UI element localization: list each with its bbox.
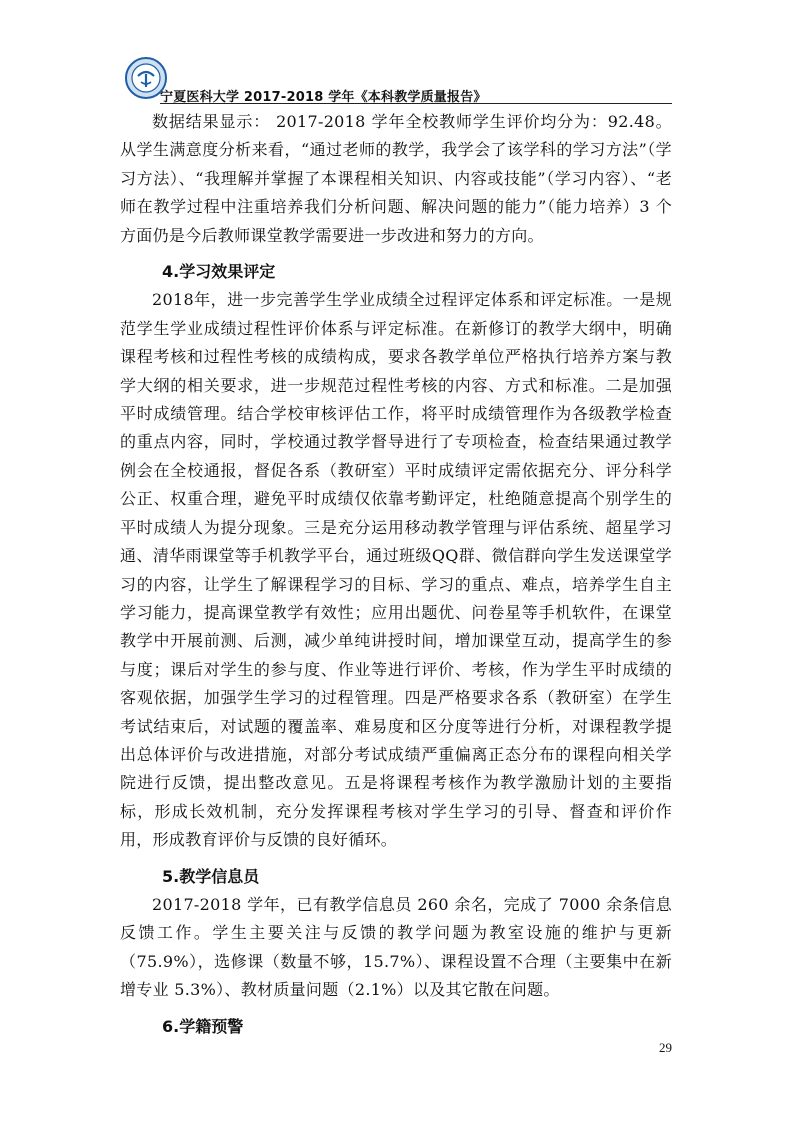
heading-learning-effect-assessment: 4.学习效果评定 xyxy=(162,262,276,282)
paragraph-evaluation-results: 数据结果显示： 2017-2018 学年全校教师学生评价均分为：92.48。从学生满意度分析来看，“通过老师的教学，我学会了该学科的学习方法”（学习方法）、“我理解并掌握了本课程相关知识、内容或技能”（学习内容）、“老师在教学过程中注重培养我们分析问题、解决问题的能力”（能力培养）3 个方面仍是今后教师课堂教学需要进一步改进和努力的方向。 xyxy=(120,112,672,245)
page-number: 29 xyxy=(659,1040,672,1055)
paragraph-learning-effect-assessment: 2018年，进一步完善学生学业成绩全过程评定体系和评定标准。一是规范学生学业成绩过程性评价体系与评定标准。在新修订的教学大纲中，明确课程考核和过程性考核的成绩构成，要求各教学单位严格执行培养方案与教学大纲的相关要求，进一步规范过程性考核的内容、方式和标准。二是加强平时成绩管理。结合学校审核评估工作，将平时成绩管理作为各级教学检查的重点内容，同时，学校通过教学督导进行了专项检查，检查结果通过教学例会在全校通报，督促各系（教研室）平时成绩评定需依据充分、评分科学公正、权重合理，避免平时成绩仅依靠考勤评定，杜绝随意提高个别学生的平时成绩人为提分现象。三是充分运用移动教学管理与评估系统、超星学习通、清华雨课堂等手机教学平台，通过班级QQ群、微信群向学生发送课堂学习的内容，让学生了解课程学习的目标、学习的重点、难点，培养学生自主学习能力，提高课堂教学有效性；应用出题优、问卷星等手机软件，在课堂教学中开展前测、后测，减少单纯讲授时间，增加课堂互动，提高学生的参与度；课后对学生的参与度、作业等进行评价、考核，作为学生平时成绩的客观依据，加强学生学习的过程管理。四是严格要求各系（教研室）在学生考试结束后，对试题的覆盖率、难易度和区分度等进行分析，对课程教学提出总体评价与改进措施，对部分考试成绩严重偏离正态分布的课程向相关学院进行反馈，提出整改意见。五是将课程考核作为教学激励计划的主要指标，形成长效机制，充分发挥课程考核对学生学习的引导、督查和评价作用，形成教育评价与反馈的良好循环。 xyxy=(120,290,672,850)
heading-teaching-informants: 5.教学信息员 xyxy=(162,866,260,886)
paragraph-teaching-informants: 2017-2018 学年，已有教学信息员 260 余名，完成了 7000 余条信息反馈工作。学生主要关注与反馈的教学问题为教室设施的维护与更新（75.9%），选修课（数量不够，15.7%）、课程设置不合理（主要集中在新增专业 5.3%）、教材质量问题（2.1%）以及其它散在问题。 xyxy=(120,894,672,1000)
main-content xyxy=(120,108,672,1041)
header-title: 宁夏医科大学 2017-2018 学年《本科教学质量报告》 xyxy=(160,90,487,105)
page-header xyxy=(120,56,672,104)
heading-enrollment-warning: 6.学籍预警 xyxy=(162,1016,244,1036)
header-divider xyxy=(160,103,672,104)
